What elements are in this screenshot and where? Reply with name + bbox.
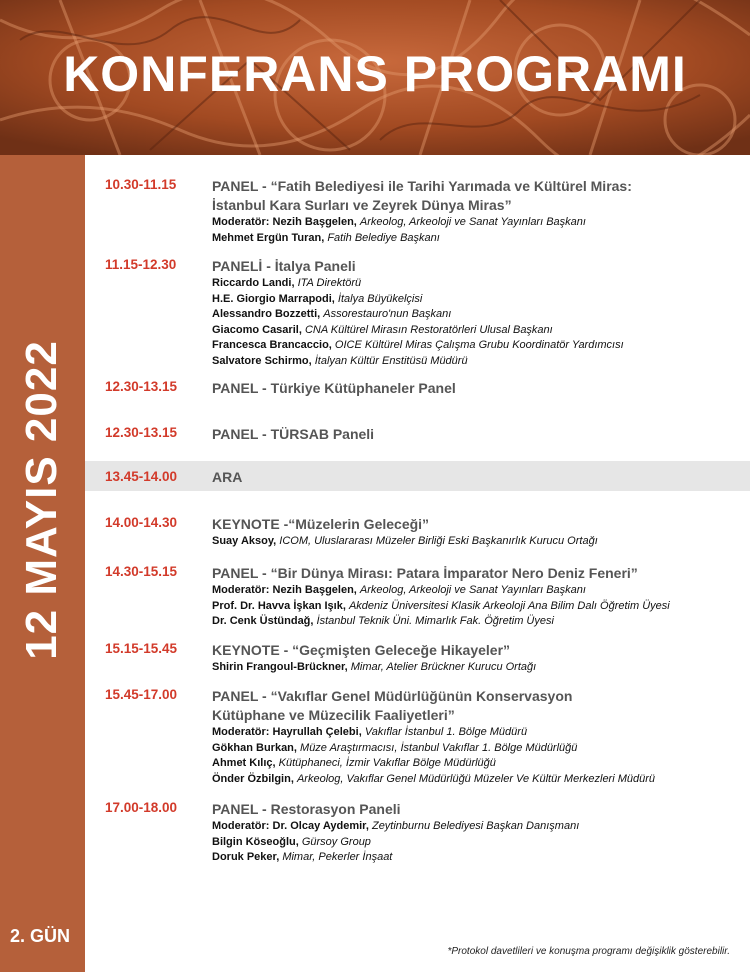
speaker-role: Fatih Belediye Başkanı <box>327 231 440 244</box>
speaker <box>212 215 742 231</box>
speaker-role: İstanbul Teknik Üni. Mimarlık Fak. Öğretim Üyesi <box>316 615 554 627</box>
speaker-name: Moderatör: Hayrullah Çelebi, <box>212 726 362 738</box>
speaker-name: Alessandro Bozzetti, <box>212 308 321 320</box>
header-banner <box>0 0 750 155</box>
speaker-role: Arkeolog, Arkeoloji ve Sanat Yayınları Başkanı <box>359 216 586 228</box>
speaker-name: Moderatör: Nezih Başgelen, <box>212 584 357 596</box>
speaker-name: H.E. Giorgio Marrapodi, <box>212 292 335 305</box>
session-content <box>212 687 742 787</box>
speaker-role: OICE Kültürel Miras Çalışma Grubu Koordinatör Yardımcısı <box>334 339 624 351</box>
speaker-role: CNA Kültürel Mirasın Restoratörleri Ulusal Başkanı <box>304 323 553 336</box>
speaker <box>212 354 742 370</box>
page-title: KONFERANS PROGRAMI <box>63 46 687 102</box>
session-title: Kütüphane ve Müzecilik Faaliyetleri” <box>212 707 455 723</box>
speaker-role: Kütüphaneci, İzmir Vakıflar Bölge Müdürlüğü <box>278 757 496 769</box>
speaker-role: Akdeniz Üniversitesi Klasik Arkeoloji Ana Bilim Dalı Öğretim Üyesi <box>348 599 670 612</box>
speaker-name: Francesca Brancaccio, <box>212 339 332 351</box>
speaker-name: Prof. Dr. Havva İşkan Işık, <box>212 599 346 612</box>
session-time: 12.30-13.15 <box>105 425 178 440</box>
speaker <box>212 276 742 292</box>
speaker <box>212 323 742 339</box>
session-title: KEYNOTE -“Müzelerin Geleceği” <box>212 516 430 532</box>
speaker-role: Mimar, Pekerler İnşaat <box>282 851 393 863</box>
session-title: PANELİ - İtalya Paneli <box>212 258 356 274</box>
speaker-name: Riccardo Landi, <box>212 277 295 289</box>
speaker <box>212 819 742 835</box>
speaker-role: ICOM, Uluslararası Müzeler Birliği Eski Başkanırlık Kurucu Ortağı <box>279 535 598 547</box>
session-content <box>212 425 742 444</box>
session-time: 14.00-14.30 <box>105 515 178 530</box>
session-content <box>212 177 742 246</box>
session-title: PANEL - Restorasyon Paneli <box>212 801 401 817</box>
session-content <box>212 564 742 630</box>
session-content <box>212 515 742 550</box>
date-sidebar <box>0 155 85 972</box>
session-content <box>212 379 742 398</box>
session-title: PANEL - TÜRSAB Paneli <box>212 426 375 442</box>
session-title: PANEL - “Fatih Belediyesi ile Tarihi Yarımada ve Kültürel Miras: <box>212 178 632 194</box>
speaker-name: Doruk Peker, <box>212 851 280 863</box>
speaker-role: Assorestauro'nun Başkanı <box>323 308 452 320</box>
speaker <box>212 534 742 550</box>
speaker-role: Müze Araştırmacısı, İstanbul Vakıflar 1. Bölge Müdürlüğü <box>300 741 578 754</box>
session-time: 13.45-14.00 <box>105 469 178 484</box>
session-content <box>212 468 742 487</box>
speaker <box>212 660 742 676</box>
speaker-name: Dr. Cenk Üstündağ, <box>212 615 314 627</box>
speaker <box>212 772 742 788</box>
session-time: 10.30-11.15 <box>105 177 177 192</box>
speaker <box>212 614 742 630</box>
footnote: *Protokol davetlileri ve konuşma programı değişiklik gösterebilir. <box>447 946 730 957</box>
speaker <box>212 756 742 772</box>
speaker <box>212 599 742 615</box>
session-title: PANEL - Türkiye Kütüphaneler Panel <box>212 380 456 396</box>
speaker-name: Önder Özbilgin, <box>212 772 294 785</box>
speaker-name: Gökhan Burkan, <box>212 741 297 754</box>
speaker-role: Arkeolog, Arkeoloji ve Sanat Yayınları Başkanı <box>359 584 586 596</box>
session-content <box>212 800 742 866</box>
speaker-name: Suay Aksoy, <box>212 535 277 547</box>
session-time: 15.45-17.00 <box>105 687 178 702</box>
session-title: İstanbul Kara Surları ve Zeyrek Dünya Miras” <box>212 197 512 213</box>
speaker-role: Zeytinburnu Belediyesi Başkan Danışmanı <box>371 820 580 832</box>
speaker-role: İtalya Büyükelçisi <box>337 292 423 305</box>
speaker-role: Arkeolog, Vakıflar Genel Müdürlüğü Müzeler Ve Kültür Merkezleri Müdürü <box>296 772 656 785</box>
speaker <box>212 231 742 247</box>
speaker <box>212 307 742 323</box>
speaker <box>212 741 742 757</box>
speaker <box>212 338 742 354</box>
speaker-role: Mimar, Atelier Brückner Kurucu Ortağı <box>350 661 537 673</box>
speaker-role: Gürsoy Group <box>301 835 371 848</box>
speaker-name: Ahmet Kılıç, <box>212 757 276 769</box>
speaker <box>212 725 742 741</box>
speaker-role: İtalyan Kültür Enstitüsü Müdürü <box>314 354 468 367</box>
speaker-name: Giacomo Casaril, <box>212 323 302 336</box>
speaker-role: Vakıflar İstanbul 1. Bölge Müdürü <box>364 726 528 738</box>
session-title: ARA <box>212 469 243 485</box>
break-row <box>85 461 750 491</box>
session-time: 14.30-15.15 <box>105 564 178 579</box>
speaker-name: Mehmet Ergün Turan, <box>212 231 325 244</box>
session-time: 11.15-12.30 <box>105 257 177 272</box>
speaker-name: Moderatör: Nezih Başgelen, <box>212 216 357 228</box>
speaker <box>212 583 742 599</box>
speaker <box>212 835 742 851</box>
session-time: 15.15-15.45 <box>105 641 178 656</box>
speaker-role: ITA Direktörü <box>297 277 362 289</box>
speaker-name: Shirin Frangoul-Brückner, <box>212 661 348 673</box>
speaker-name: Moderatör: Dr. Olcay Aydemir, <box>212 820 369 832</box>
session-title: PANEL - “Bir Dünya Mirası: Patara İmparator Nero Deniz Feneri” <box>212 565 638 581</box>
session-time: 17.00-18.00 <box>105 800 178 815</box>
speaker-name: Bilgin Köseoğlu, <box>212 835 299 848</box>
speaker <box>212 850 742 866</box>
session-title: PANEL - “Vakıflar Genel Müdürlüğünün Konservasyon <box>212 688 573 704</box>
speaker <box>212 292 742 308</box>
day-label: 2. GÜN <box>10 926 71 946</box>
session-content <box>212 257 742 369</box>
speaker-name: Salvatore Schirmo, <box>212 354 312 367</box>
session-content <box>212 641 742 676</box>
date-label: 12 MAYIS 2022 <box>17 340 66 660</box>
session-title: KEYNOTE - “Geçmişten Geleceğe Hikayeler” <box>212 642 511 658</box>
session-time: 12.30-13.15 <box>105 379 178 394</box>
